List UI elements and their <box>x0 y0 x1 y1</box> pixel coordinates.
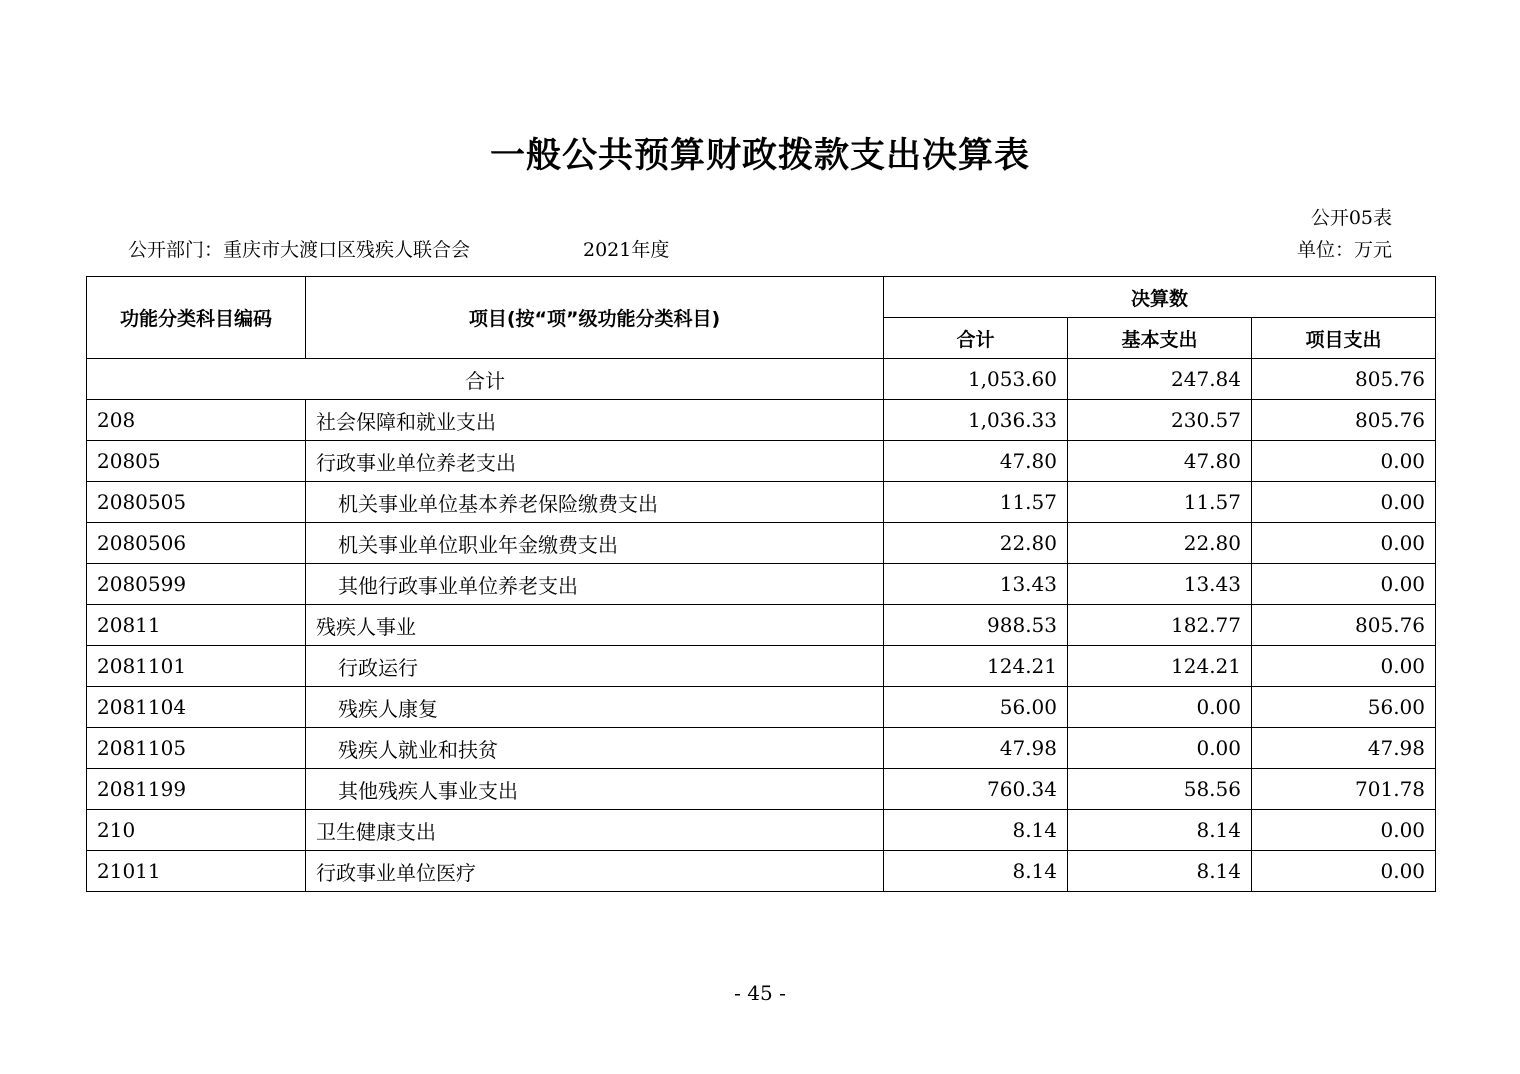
row-name: 行政运行 <box>306 646 884 687</box>
row-total: 11.57 <box>884 482 1068 523</box>
table-row <box>87 810 1436 851</box>
page-number: - 45 - <box>734 981 786 1005</box>
row-name: 机关事业单位基本养老保险缴费支出 <box>306 482 884 523</box>
row-code: 2080505 <box>87 482 306 523</box>
row-total: 22.80 <box>884 523 1068 564</box>
row-project: 701.78 <box>1252 769 1436 810</box>
row-total: 13.43 <box>884 564 1068 605</box>
row-code: 2081105 <box>87 728 306 769</box>
total-total: 1,053.60 <box>884 359 1068 400</box>
meta-row <box>128 235 1392 261</box>
row-project: 0.00 <box>1252 523 1436 564</box>
row-basic: 8.14 <box>1068 810 1252 851</box>
row-total: 124.21 <box>884 646 1068 687</box>
row-name: 残疾人康复 <box>306 687 884 728</box>
row-total: 988.53 <box>884 605 1068 646</box>
row-basic: 0.00 <box>1068 728 1252 769</box>
row-name: 社会保障和就业支出 <box>306 400 884 441</box>
budget-table <box>86 276 1436 892</box>
year-label: 2021年度 <box>583 239 670 261</box>
row-code: 20811 <box>87 605 306 646</box>
row-code: 210 <box>87 810 306 851</box>
row-total: 8.14 <box>884 851 1068 892</box>
total-project: 805.76 <box>1252 359 1436 400</box>
table-row <box>87 851 1436 892</box>
row-total: 8.14 <box>884 810 1068 851</box>
row-name: 行政事业单位医疗 <box>306 851 884 892</box>
row-total: 1,036.33 <box>884 400 1068 441</box>
row-name: 卫生健康支出 <box>306 810 884 851</box>
table-row <box>87 687 1436 728</box>
unit-label: 单位：万元 <box>1296 239 1392 261</box>
row-total: 56.00 <box>884 687 1068 728</box>
page-title: 一般公共预算财政拨款支出决算表 <box>489 136 1030 176</box>
header-basic: 基本支出 <box>1068 318 1252 359</box>
row-name: 行政事业单位养老支出 <box>306 441 884 482</box>
row-basic: 124.21 <box>1068 646 1252 687</box>
row-project: 0.00 <box>1252 810 1436 851</box>
table-row <box>87 728 1436 769</box>
row-basic: 22.80 <box>1068 523 1252 564</box>
row-code: 2080599 <box>87 564 306 605</box>
row-code: 2081101 <box>87 646 306 687</box>
header-total: 合计 <box>884 318 1068 359</box>
row-basic: 182.77 <box>1068 605 1252 646</box>
total-basic: 247.84 <box>1068 359 1252 400</box>
row-name: 残疾人事业 <box>306 605 884 646</box>
table-row <box>87 769 1436 810</box>
row-project: 0.00 <box>1252 482 1436 523</box>
row-name: 其他行政事业单位养老支出 <box>306 564 884 605</box>
row-name: 其他残疾人事业支出 <box>306 769 884 810</box>
row-basic: 13.43 <box>1068 564 1252 605</box>
row-project: 56.00 <box>1252 687 1436 728</box>
row-code: 208 <box>87 400 306 441</box>
row-project: 0.00 <box>1252 564 1436 605</box>
table-row <box>87 605 1436 646</box>
table-row <box>87 646 1436 687</box>
row-code: 20805 <box>87 441 306 482</box>
row-project: 0.00 <box>1252 441 1436 482</box>
department-label: 公开部门：重庆市大渡口区残疾人联合会 <box>128 239 471 261</box>
total-label: 合计 <box>87 359 884 400</box>
row-project: 805.76 <box>1252 400 1436 441</box>
table-number: 公开05表 <box>1310 207 1392 229</box>
table-row <box>87 482 1436 523</box>
row-total: 47.80 <box>884 441 1068 482</box>
table-row <box>87 564 1436 605</box>
row-project: 805.76 <box>1252 605 1436 646</box>
row-basic: 11.57 <box>1068 482 1252 523</box>
row-name: 残疾人就业和扶贫 <box>306 728 884 769</box>
table-row <box>87 523 1436 564</box>
total-row <box>87 359 1436 400</box>
header-code: 功能分类科目编码 <box>87 277 306 359</box>
row-code: 21011 <box>87 851 306 892</box>
row-basic: 8.14 <box>1068 851 1252 892</box>
row-basic: 230.57 <box>1068 400 1252 441</box>
header-item: 项目(按“项”级功能分类科目) <box>306 277 884 359</box>
table-row <box>87 441 1436 482</box>
row-code: 2081104 <box>87 687 306 728</box>
row-project: 0.00 <box>1252 851 1436 892</box>
row-basic: 0.00 <box>1068 687 1252 728</box>
row-basic: 58.56 <box>1068 769 1252 810</box>
row-project: 47.98 <box>1252 728 1436 769</box>
row-total: 760.34 <box>884 769 1068 810</box>
row-project: 0.00 <box>1252 646 1436 687</box>
row-code: 2081199 <box>87 769 306 810</box>
table-row <box>87 400 1436 441</box>
row-code: 2080506 <box>87 523 306 564</box>
row-total: 47.98 <box>884 728 1068 769</box>
row-name: 机关事业单位职业年金缴费支出 <box>306 523 884 564</box>
header-project: 项目支出 <box>1252 318 1436 359</box>
header-final-amount: 决算数 <box>884 277 1436 318</box>
row-basic: 47.80 <box>1068 441 1252 482</box>
